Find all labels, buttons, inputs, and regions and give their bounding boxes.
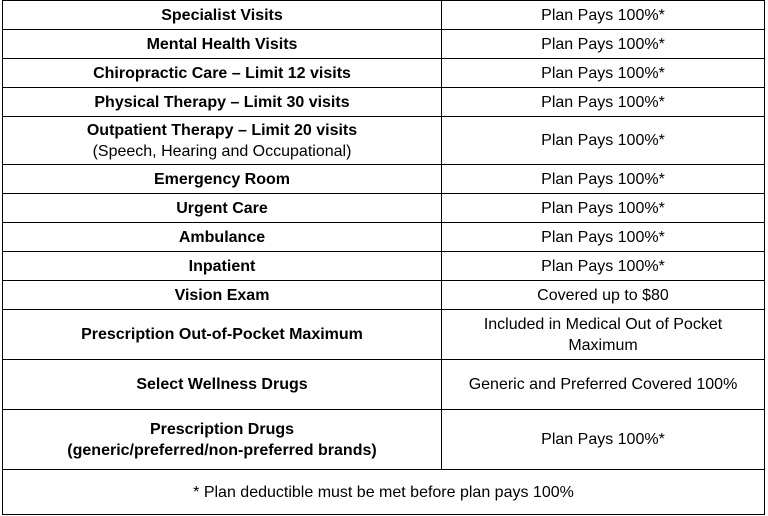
coverage-value: Covered up to $80 [442,281,765,310]
coverage-value: Plan Pays 100%* [442,59,765,88]
coverage-value: Plan Pays 100%* [442,252,765,281]
service-name: (generic/preferred/non-preferred brands) [67,441,377,459]
table-row [3,310,765,360]
service-name: Outpatient Therapy – Limit 20 visits [86,121,358,139]
coverage-line: Included in Medical Out of Pocket [483,315,723,333]
coverage-value: Plan Pays 100%* [442,30,765,59]
service-name: Prescription Out-of-Pocket Maximum [3,310,442,360]
service-name: Urgent Care [3,194,442,223]
coverage-value: Plan Pays 100%* [442,1,765,30]
coverage-value: Plan Pays 100%* [442,117,765,165]
service-cell [3,410,442,470]
footnote-row [3,470,765,515]
service-name: Emergency Room [3,165,442,194]
service-name: Physical Therapy – Limit 30 visits [3,88,442,117]
service-name: Inpatient [3,252,442,281]
table-row [3,281,765,310]
table-row [3,117,765,165]
coverage-value: Plan Pays 100%* [442,165,765,194]
service-cell [3,117,442,165]
service-name: Chiropractic Care – Limit 12 visits [3,59,442,88]
service-subtext: (Speech, Hearing and Occupational) [92,142,352,160]
coverage-line: Maximum [568,336,638,354]
coverage-value: Plan Pays 100%* [442,410,765,470]
service-name: Prescription Drugs [149,420,295,438]
coverage-cell [442,310,765,360]
coverage-value: Generic and Preferred Covered 100% [442,360,765,410]
service-name: Vision Exam [3,281,442,310]
benefits-table [2,0,765,515]
table-row [3,410,765,470]
table-row [3,165,765,194]
table-row [3,194,765,223]
table-row [3,360,765,410]
table-row [3,252,765,281]
table-row [3,1,765,30]
service-name: Mental Health Visits [3,30,442,59]
table-row [3,88,765,117]
table-row [3,223,765,252]
footnote: * Plan deductible must be met before plan pays 100% [3,470,765,515]
service-name: Select Wellness Drugs [3,360,442,410]
service-name: Specialist Visits [3,1,442,30]
coverage-value: Plan Pays 100%* [442,88,765,117]
coverage-value: Plan Pays 100%* [442,223,765,252]
table-row [3,59,765,88]
table-row [3,30,765,59]
coverage-value: Plan Pays 100%* [442,194,765,223]
service-name: Ambulance [3,223,442,252]
